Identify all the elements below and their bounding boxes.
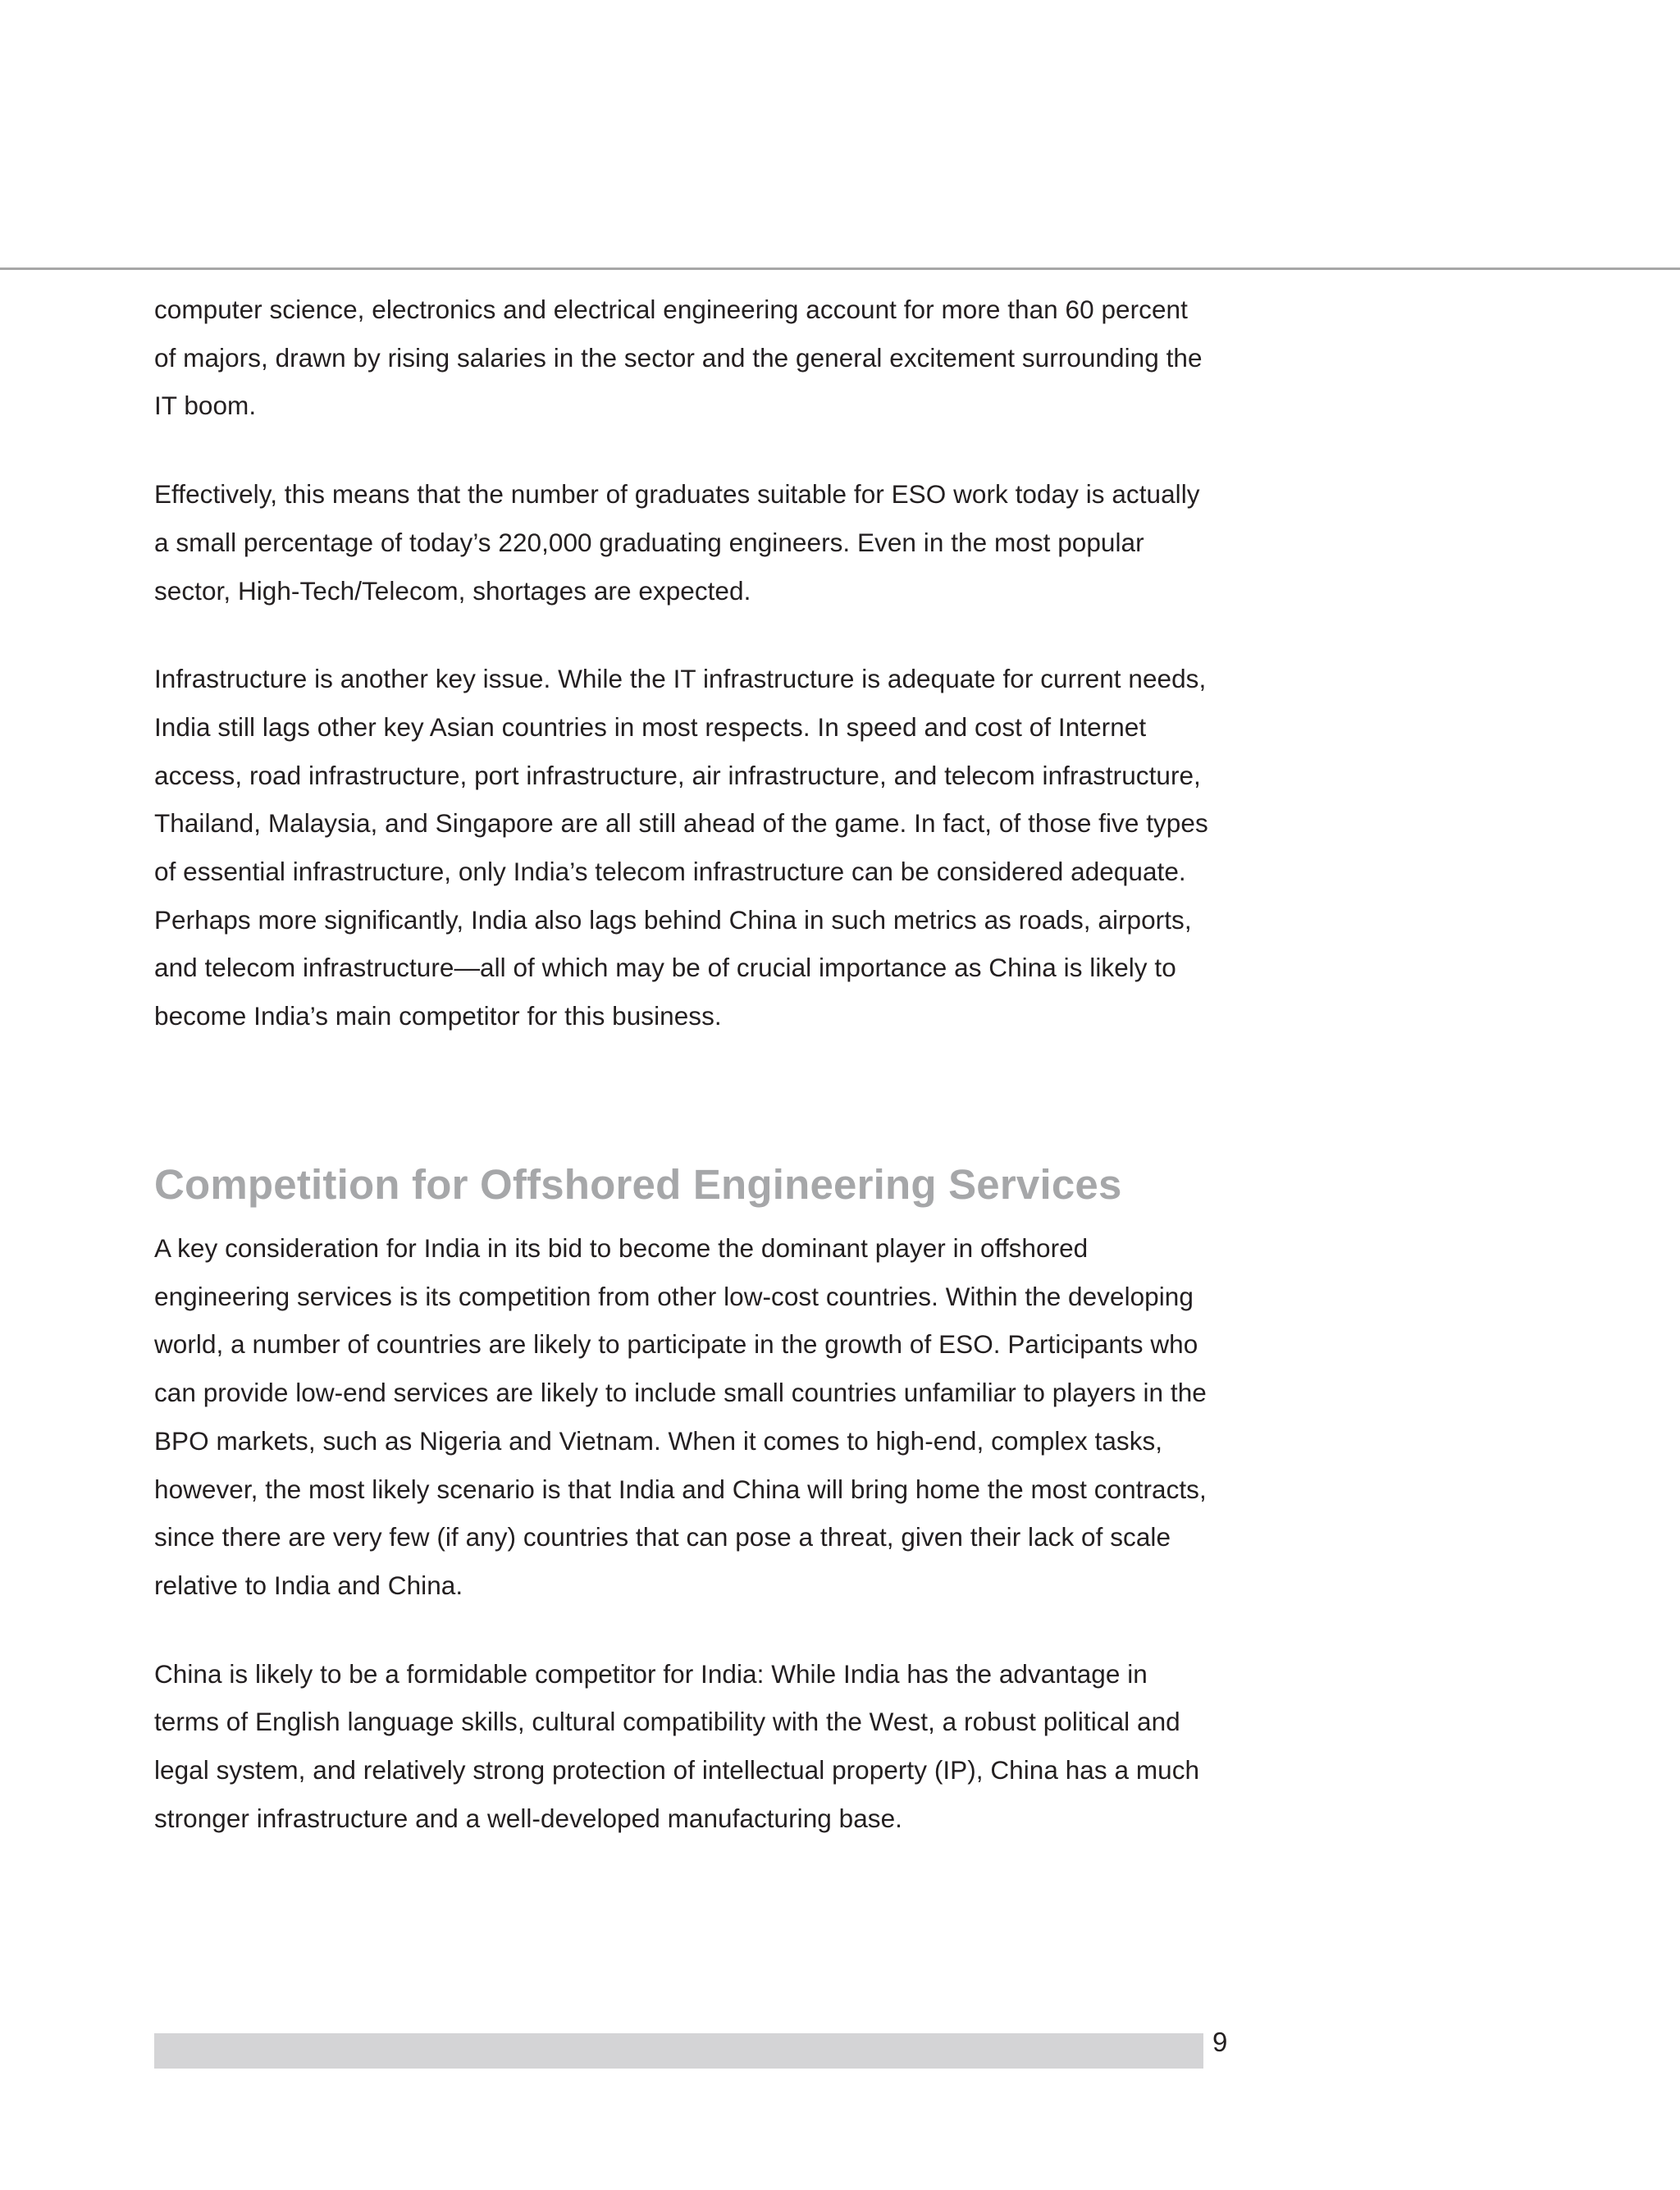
section-body [154,1224,1212,1882]
paragraph-graduates: Effectively, this means that the number of graduates suitable for ESO work today is actually a small percentage of today’s 220,000 graduating engineers. Even in the most popular sector, High-Tech/Telecom, shortages are expected. [154,479,1200,606]
paragraph-china: China is likely to be a formidable competitor for India: While India has the advantage in terms of English language skills, cultural compatibility with the West, a robust political and legal system, and relatively strong protection of intellectual property (IP), China has a much stronger infrastructure and a well-developed manufacturing base. [154,1658,1200,1833]
paragraph-competition: A key consideration for India in its bid to become the dominant player in offshored engineering services is its competition from other low-cost countries. Within the developing world, a number of countries are likely to participate in the growth of ESO. Participants who can provide low-end services are likely to include small countries unfamiliar to players in the BPO markets, such as Nigeria and Vietnam. When it comes to high-end, complex tasks, however, the most likely scenario is that India and China will bring home the most contracts, since there are very few (if any) countries that can pose a threat, given their lack of scale relative to India and China. [154,1233,1207,1600]
footer-bar [154,2033,1203,2069]
body-text [154,286,1212,1081]
page-number: 9 [1212,2027,1228,2057]
paragraph-engineering-majors: computer science, electronics and electrical engineering account for more than 60 percent of majors, drawn by rising salaries in the sector and the general excitement surrounding the IT boom. [154,295,1203,421]
section-heading: Competition for Offshored Engineering Services [154,1161,1122,1208]
header-divider [0,267,1680,270]
paragraph-infrastructure: Infrastructure is another key issue. While the IT infrastructure is adequate for current needs, India still lags other key Asian countries in most respects. In speed and cost of Internet access, road infrastructure, port infrastructure, air infrastructure, and telecom infrastructure, Thailand, Malaysia, and Singapore are all still ahead of the game. In fact, of those five types of essential infrastructure, only India’s telecom infrastructure can be considered adequate. Perhaps more significantly, India also lags behind China in such metrics as roads, airports, and telecom infrastructure—all of which may be of crucial importance as China is likely to become India’s main competitor for this business. [154,664,1208,1031]
